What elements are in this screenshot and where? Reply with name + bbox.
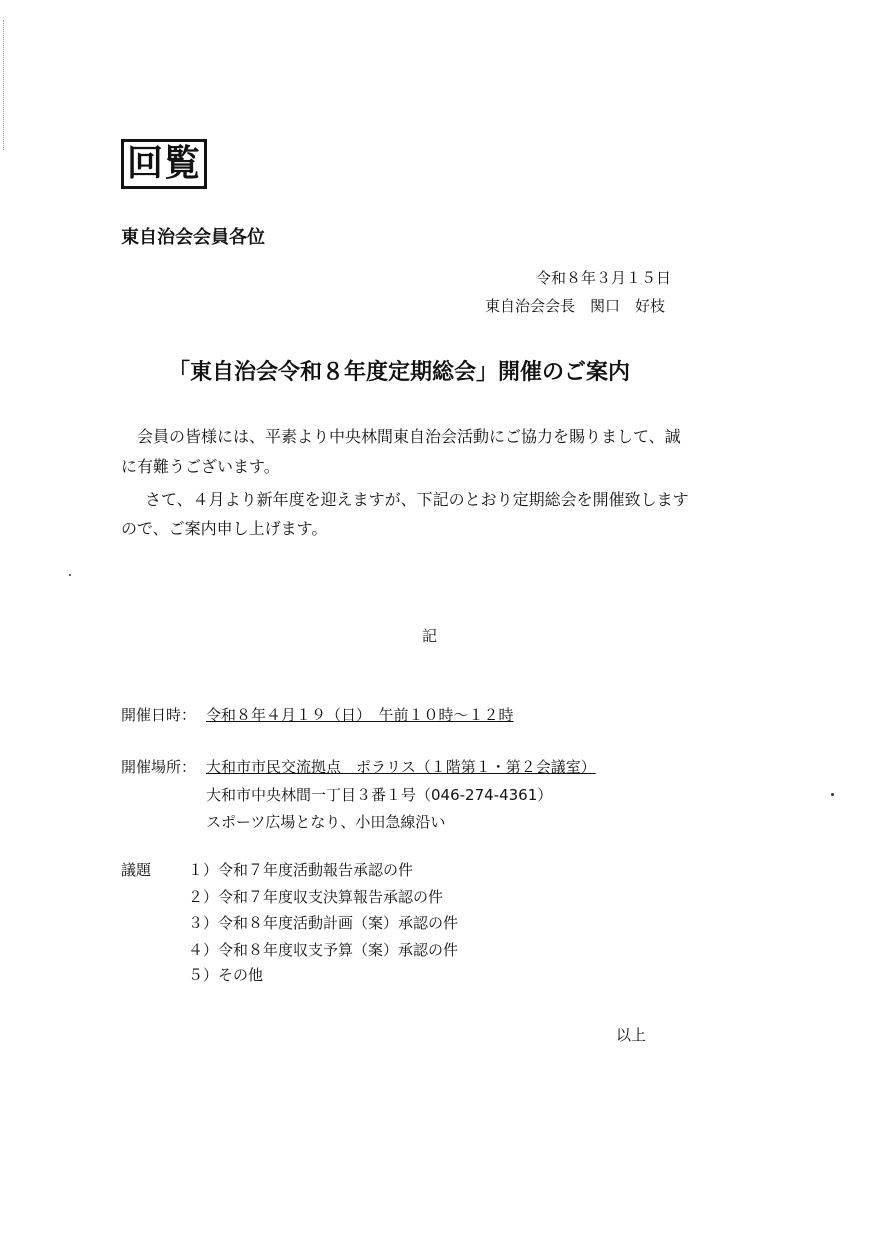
- agenda-item: ５）その他: [188, 966, 264, 984]
- body-line: ので、ご案内申し上げます。: [121, 519, 328, 538]
- ki-heading: 記: [422, 627, 438, 645]
- meeting-place-value: 大和市市民交流拠点 ポラリス（１階第１・第２会議室）: [206, 758, 596, 776]
- circulation-stamp: 回覧: [121, 139, 207, 189]
- document-title: 「東自治会令和８年度定期総会」開催のご案内: [168, 360, 631, 385]
- meeting-place-label: 開催場所：: [121, 758, 197, 776]
- meeting-date-value: 令和８年４月１９（日） 午前１０時～１２時: [206, 706, 514, 724]
- agenda-label: 議題: [121, 861, 152, 879]
- agenda-item: ３）令和８年度活動計画（案）承認の件: [188, 914, 459, 932]
- body-line: 会員の皆様には、平素より中央林間東自治会活動にご協力を賜りまして、誠: [137, 427, 681, 446]
- meeting-place-note: スポーツ広場となり、小田急線沿い: [206, 813, 446, 831]
- agenda-item: ４）令和８年度収支予算（案）承認の件: [188, 941, 459, 959]
- closing-mark: 以上: [616, 1026, 647, 1044]
- document-date: 令和８年３月１５日: [536, 269, 672, 287]
- agenda-item: ２）令和７年度収支決算報告承認の件: [188, 888, 444, 906]
- agenda-item: １）令和７年度活動報告承認の件: [188, 861, 414, 879]
- body-line: さて、４月より新年度を迎えますが、下記のとおり定期総会を開催致します: [145, 490, 689, 509]
- meeting-place-address: 大和市中央林間一丁目３番１号（046-274-4361）: [206, 786, 553, 804]
- meeting-date-label: 開催日時：: [121, 706, 197, 724]
- body-line: に有難うございます。: [121, 457, 280, 476]
- scan-speck: [69, 574, 71, 576]
- scan-speck: [831, 793, 834, 796]
- addressee: 東自治会会員各位: [121, 227, 265, 248]
- scan-margin-marks: [3, 20, 5, 150]
- sender: 東自治会会長 関口 好枝: [485, 297, 666, 315]
